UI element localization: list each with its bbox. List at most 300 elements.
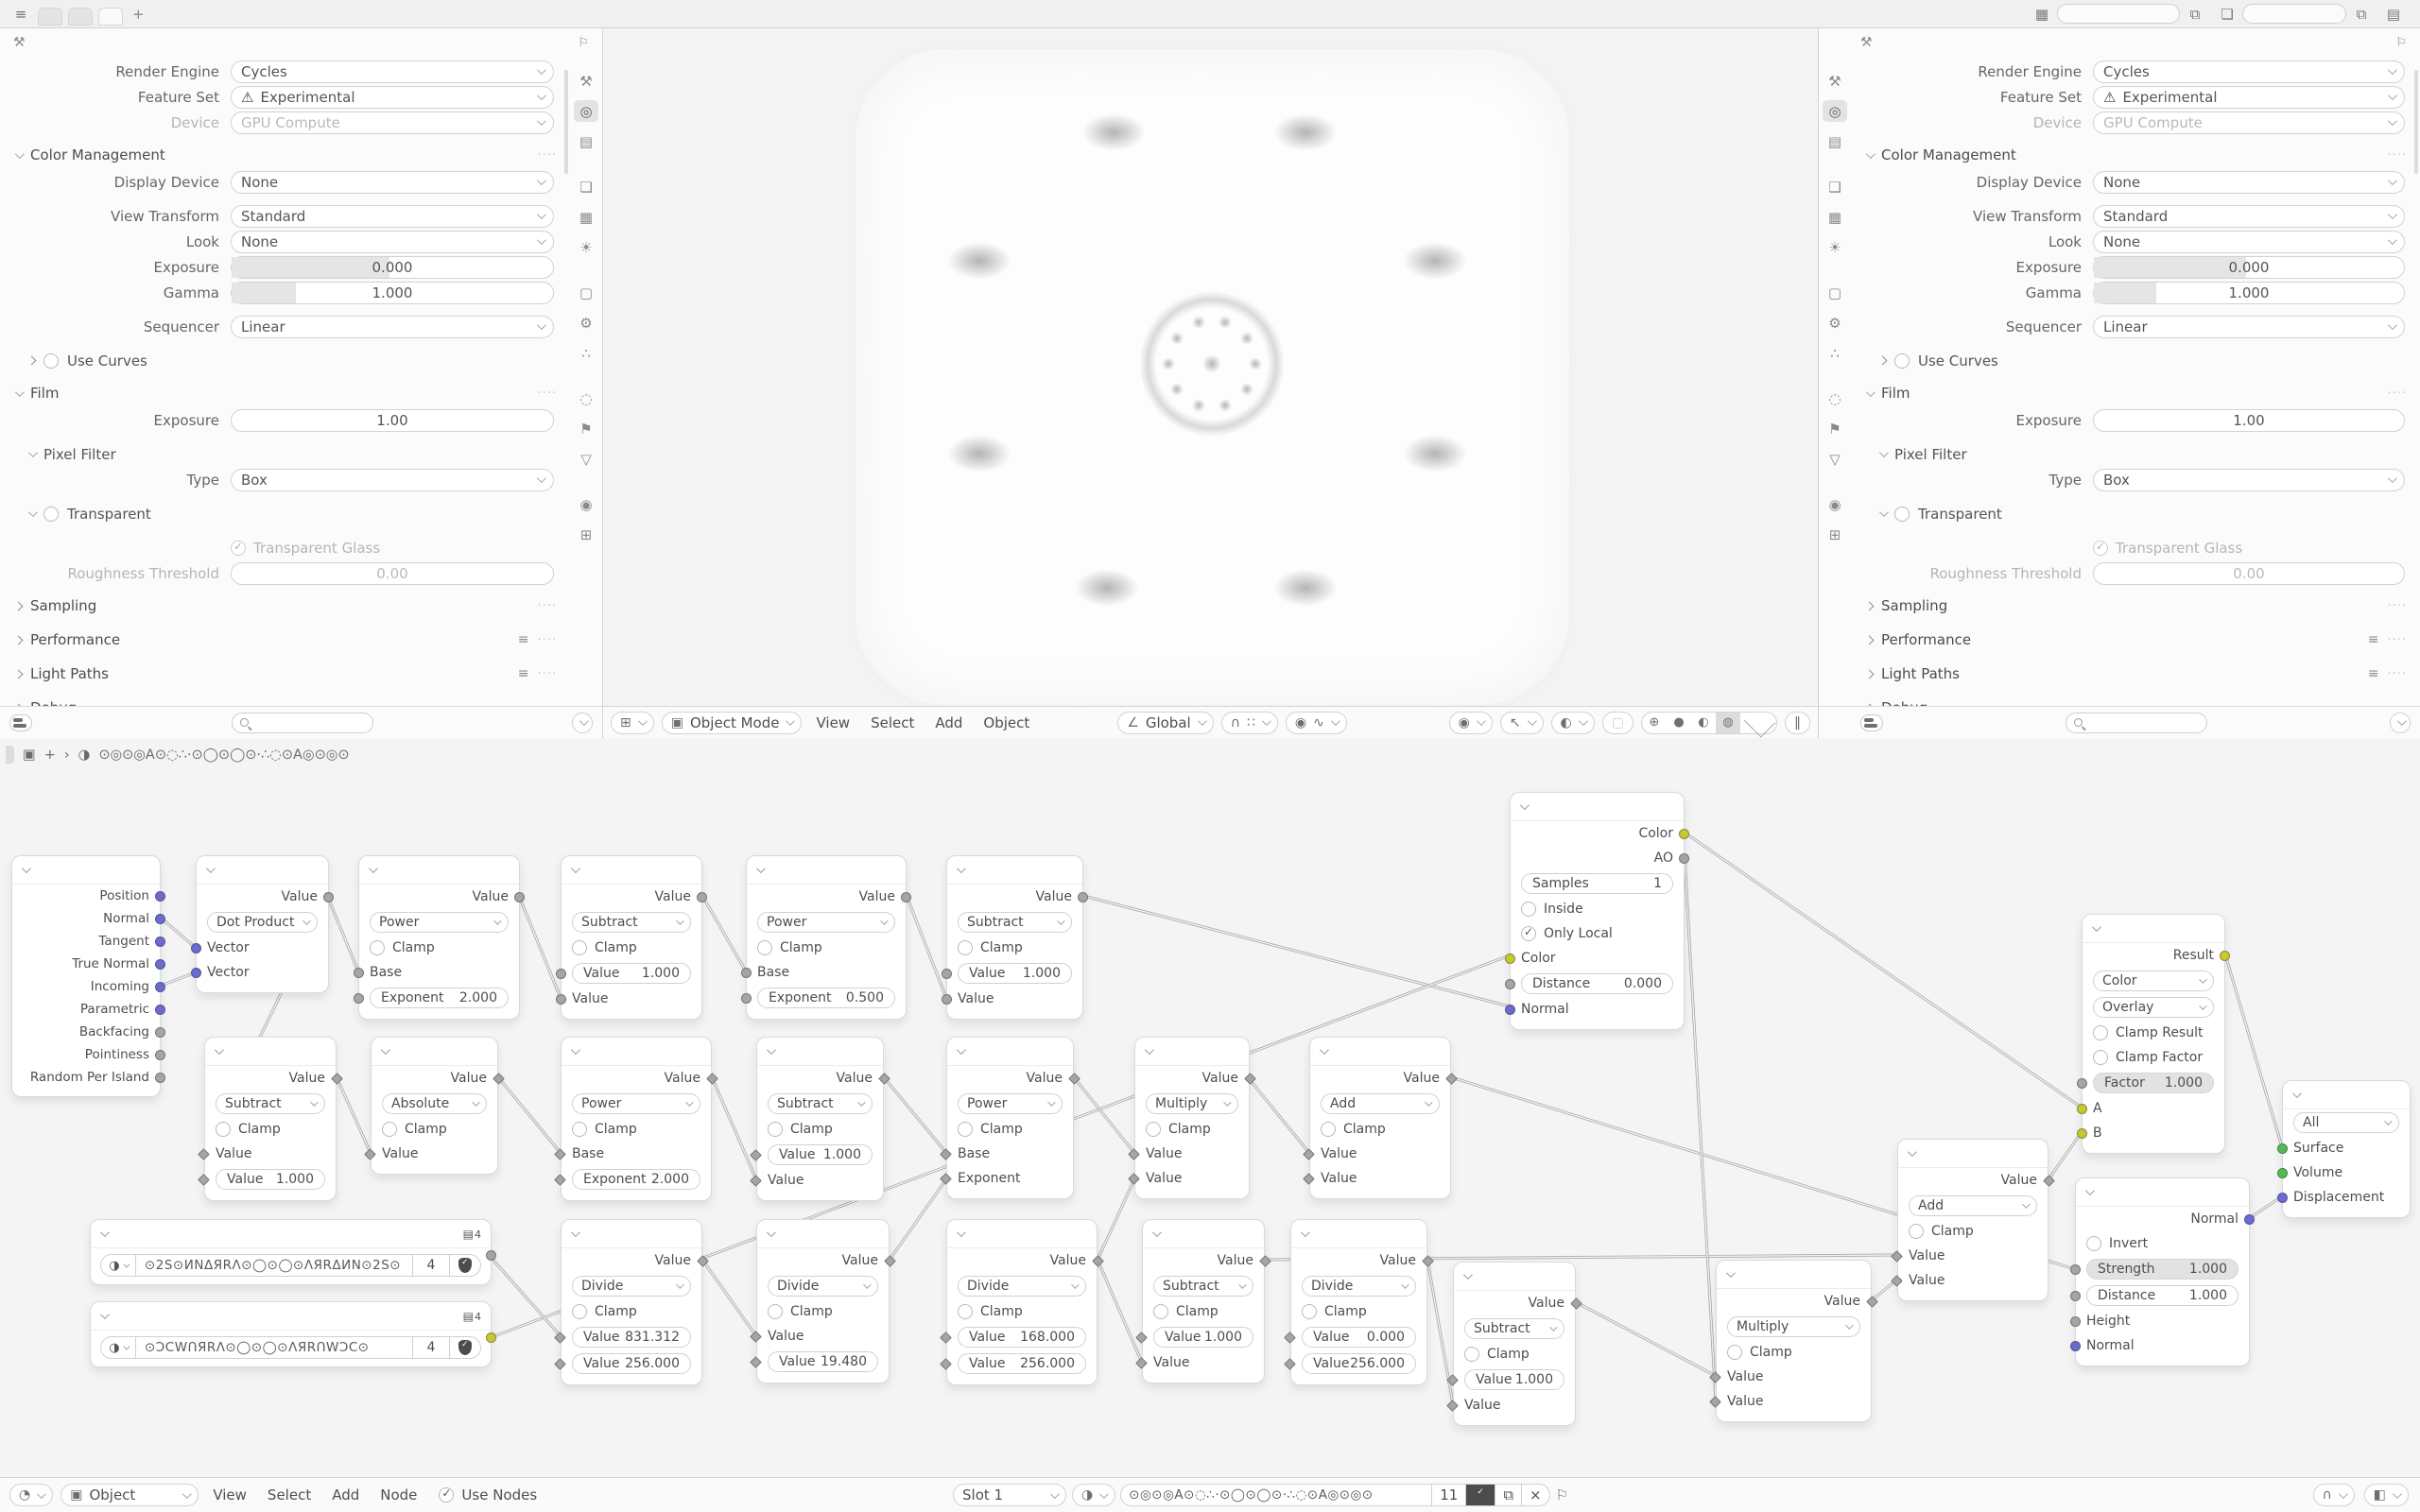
xray-toggle[interactable] (1602, 712, 1634, 734)
output-socket[interactable] (155, 1050, 165, 1060)
collapse-icon[interactable] (1520, 800, 1530, 810)
properties-tab-data[interactable]: ▽ (1829, 450, 1841, 468)
input-socket[interactable] (1505, 954, 1515, 964)
output-socket[interactable] (1570, 1297, 1582, 1310)
collapse-icon[interactable] (1152, 1228, 1162, 1237)
output-socket[interactable] (2244, 1214, 2255, 1225)
workspace-tab-2[interactable] (68, 8, 93, 26)
render-engine-field[interactable]: Cycles (231, 60, 554, 83)
properties-tab-modifiers[interactable]: ⚙ (1828, 314, 1841, 332)
value-field-exponent[interactable]: Exponent 0.500 (757, 988, 895, 1008)
checkbox-clamp[interactable] (216, 1122, 231, 1137)
section-light-paths[interactable]: Light Paths ≡ ···· (1857, 660, 2414, 688)
section-film[interactable]: Film ···· (6, 379, 564, 407)
output-socket[interactable] (155, 936, 165, 947)
operation-dropdown[interactable]: Subtract (1153, 1276, 1253, 1297)
collapse-icon[interactable] (1320, 1045, 1329, 1055)
input-socket[interactable] (750, 1175, 762, 1187)
workspace-tab-3[interactable] (98, 8, 123, 26)
node-group-input[interactable] (11, 855, 161, 1097)
subsection-transparent[interactable]: Transparent (6, 501, 564, 526)
exposure-field[interactable]: 1.00 (231, 409, 554, 432)
value-field-factor[interactable]: Factor 1.000 (2093, 1073, 2214, 1093)
checkbox-clamp[interactable] (1909, 1224, 1924, 1239)
operation-dropdown[interactable]: Add (1909, 1195, 2037, 1216)
input-socket[interactable] (2277, 1193, 2288, 1203)
look-field[interactable]: None (231, 231, 554, 253)
properties-tab-tool[interactable]: ⚒ (1828, 72, 1841, 90)
scene-selector[interactable] (2031, 4, 2206, 24)
view-transform-field[interactable]: Standard (231, 205, 554, 228)
view-layer-selector[interactable] (2216, 4, 2373, 24)
sequencer-field[interactable]: Linear (231, 316, 554, 338)
node-math-subtract-3[interactable] (204, 1037, 337, 1201)
collapse-icon[interactable] (1908, 1147, 1917, 1157)
input-socket[interactable] (2077, 1078, 2087, 1089)
node-math-divide-2[interactable] (756, 1219, 890, 1383)
properties-tab-world[interactable]: ☀ (579, 238, 593, 256)
output-socket[interactable] (1866, 1296, 1878, 1308)
collapse-icon[interactable] (215, 1045, 224, 1055)
checkbox-clamp[interactable] (1321, 1122, 1336, 1137)
collapse-icon[interactable] (100, 1228, 110, 1237)
output-socket[interactable] (155, 1073, 165, 1083)
node-bump[interactable] (2075, 1177, 2250, 1366)
node-math-divide-1[interactable] (561, 1219, 702, 1385)
sequencer-field[interactable]: Linear (2093, 316, 2405, 338)
output-socket[interactable] (486, 1332, 496, 1343)
output-socket[interactable] (2220, 951, 2230, 961)
editor-type-button[interactable] (9, 1484, 53, 1506)
input-socket[interactable] (750, 1356, 762, 1368)
output-socket[interactable] (1679, 853, 1689, 864)
display-device-field[interactable]: None (2093, 171, 2405, 194)
node-math-add-2[interactable] (1897, 1139, 2048, 1301)
input-socket[interactable] (2070, 1291, 2081, 1301)
menu-view[interactable]: View (213, 1486, 247, 1503)
node-math-power-2[interactable] (746, 855, 907, 1020)
node-math-subtract-1[interactable] (561, 855, 702, 1020)
input-socket[interactable] (2277, 1168, 2288, 1178)
value-field-value[interactable]: Value 1.000 (572, 963, 691, 984)
output-socket[interactable] (2043, 1175, 2055, 1187)
datablock-name-field[interactable]: ⊙ƆCWՈЯRΛ⊙◯⊙◯⊙ΛЯRՈWƆC⊙ (135, 1336, 413, 1359)
input-socket[interactable] (1446, 1400, 1459, 1412)
output-socket[interactable] (323, 892, 334, 902)
footer-expand-button[interactable] (2390, 713, 2411, 733)
properties-tab-render[interactable]: ◎ (574, 100, 598, 122)
roughness-threshold-field[interactable]: 0.00 (2093, 562, 2405, 585)
properties-tab-constraints[interactable]: ⚑ (1828, 420, 1841, 438)
checkbox-clamp[interactable] (572, 1304, 587, 1319)
input-socket[interactable] (1709, 1371, 1721, 1383)
operation-dropdown[interactable]: Divide (572, 1276, 691, 1297)
node-image-texture-1[interactable] (90, 1219, 492, 1285)
menu-view[interactable]: View (816, 713, 851, 731)
properties-tab-material[interactable]: ◉ (1828, 495, 1841, 513)
checkbox-clamp[interactable] (1464, 1347, 1479, 1362)
input-socket[interactable] (1505, 979, 1515, 989)
new-scene-icon[interactable]: ⧉ (2189, 5, 2201, 23)
checkbox-clamp-result[interactable] (2093, 1025, 2108, 1040)
checkbox-clamp[interactable] (1153, 1304, 1168, 1319)
new-view-layer-icon[interactable]: ⧉ (2356, 5, 2367, 23)
input-socket[interactable] (554, 1358, 566, 1370)
value-field-value[interactable]: Value 831.312 (572, 1327, 691, 1348)
type-field[interactable]: Box (2093, 469, 2405, 491)
properties-tab-view-layer[interactable]: ❏ (1828, 178, 1841, 196)
checkbox-transparent[interactable] (1894, 507, 1910, 522)
operation-dropdown[interactable]: Overlay (2093, 997, 2214, 1018)
collapse-icon[interactable] (767, 1228, 776, 1237)
collapse-icon[interactable] (2092, 922, 2101, 932)
visibility-dropdown[interactable] (1449, 712, 1493, 734)
checkbox-clamp[interactable] (958, 1304, 973, 1319)
properties-tab-tool[interactable]: ⚒ (579, 72, 593, 90)
section-performance[interactable]: Performance ≡ ···· (1857, 626, 2414, 654)
overlay-node-toggle[interactable] (2364, 1484, 2409, 1506)
preset-list-icon[interactable]: ≡ (2367, 666, 2379, 681)
section-sampling[interactable]: Sampling ···· (1857, 592, 2414, 620)
node-image-texture-2[interactable] (90, 1301, 492, 1367)
value-field-strength[interactable]: Strength 1.000 (2086, 1259, 2238, 1280)
type-field[interactable]: Box (231, 469, 554, 491)
operation-dropdown[interactable]: Dot Product (207, 912, 318, 933)
viewport-canvas[interactable] (603, 28, 1818, 706)
props-breadcrumb-icon[interactable]: ⚒ (1860, 35, 1873, 50)
output-socket[interactable] (155, 959, 165, 970)
properties-tab-scene[interactable]: ▦ (1827, 208, 1842, 226)
fake-user-shield-button[interactable] (449, 1254, 481, 1277)
input-socket[interactable] (554, 1174, 566, 1186)
section-color-management[interactable]: Color Management ···· (1857, 141, 2414, 169)
checkbox-clamp[interactable] (958, 1122, 973, 1137)
render-engine-field[interactable]: Cycles (2093, 60, 2405, 83)
operation-dropdown[interactable]: All (2293, 1112, 2399, 1133)
input-socket[interactable] (1891, 1250, 1903, 1263)
operation-dropdown[interactable]: Subtract (1464, 1318, 1564, 1339)
checkbox-clamp[interactable] (1302, 1304, 1317, 1319)
value-field-value[interactable]: Value 256.000 (572, 1353, 691, 1374)
input-socket[interactable] (1128, 1148, 1140, 1160)
input-socket[interactable] (1303, 1173, 1315, 1185)
material-browse-button[interactable] (1072, 1484, 1115, 1506)
feature-set-field[interactable]: ⚠ Experimental (231, 86, 554, 109)
properties-tab-output[interactable]: ▤ (1827, 132, 1842, 150)
mode-dropdown[interactable] (662, 712, 803, 734)
orientation-dropdown[interactable] (1117, 712, 1213, 734)
input-socket[interactable] (940, 1148, 952, 1160)
properties-tab-texture[interactable]: ⊞ (579, 525, 593, 543)
view-transform-field[interactable]: Standard (2093, 205, 2405, 228)
output-socket[interactable] (155, 891, 165, 902)
input-socket[interactable] (191, 968, 201, 978)
checkbox-clamp[interactable] (1146, 1122, 1161, 1137)
checkbox-clamp[interactable] (382, 1122, 397, 1137)
gizmo-dropdown[interactable] (1500, 712, 1544, 734)
properties-tab-render[interactable]: ◎ (1823, 100, 1847, 122)
operation-dropdown[interactable]: Multiply (1146, 1093, 1238, 1114)
value-field-samples[interactable]: Samples 1 (1521, 873, 1673, 894)
checkbox-transparent-glass[interactable] (2093, 541, 2108, 556)
input-socket[interactable] (2277, 1143, 2288, 1154)
output-socket[interactable] (1068, 1073, 1080, 1085)
checkbox-clamp[interactable] (1727, 1345, 1742, 1360)
props-search-right[interactable] (2066, 713, 2207, 733)
operation-dropdown[interactable]: Subtract (768, 1093, 873, 1114)
operation-dropdown[interactable]: Absolute (382, 1093, 487, 1114)
extras-icon[interactable]: ▤ (2386, 5, 2401, 23)
input-socket[interactable] (1135, 1357, 1148, 1369)
datablock-browse-button[interactable]: ◑ (100, 1254, 136, 1277)
collapse-icon[interactable] (957, 1228, 966, 1237)
collapse-icon[interactable] (571, 1045, 580, 1055)
properties-tab-physics[interactable]: ◌ (1828, 389, 1841, 407)
device-field[interactable]: GPU Compute (2093, 112, 2405, 134)
material-users-count[interactable]: 11 (1431, 1484, 1466, 1506)
pin-icon[interactable]: ⚐ (578, 35, 589, 50)
shading-mode-switch[interactable] (1641, 712, 1777, 734)
add-workspace-icon[interactable]: + (132, 5, 145, 23)
value-field-value[interactable]: Value 1.000 (1464, 1369, 1564, 1390)
device-field[interactable]: GPU Compute (231, 112, 554, 134)
input-socket[interactable] (2077, 1104, 2087, 1114)
menu-object[interactable]: Object (983, 713, 1030, 731)
collapse-icon[interactable] (571, 864, 580, 873)
preset-list-icon[interactable]: ≡ (2367, 632, 2379, 647)
checkbox-transparent-glass[interactable] (231, 541, 246, 556)
search-input[interactable] (254, 714, 349, 730)
node-ambient-occlusion[interactable] (1510, 792, 1685, 1030)
search-input[interactable] (2088, 714, 2183, 730)
checkbox-transparent[interactable] (43, 507, 59, 522)
input-socket[interactable] (940, 1358, 952, 1370)
input-socket[interactable] (741, 993, 752, 1004)
section-performance[interactable]: Performance ≡ ···· (6, 626, 564, 654)
properties-tab-view-layer[interactable]: ❏ (579, 178, 593, 196)
collapse-icon[interactable] (2085, 1186, 2095, 1195)
output-socket[interactable] (1244, 1073, 1256, 1085)
node-math-add-1[interactable] (1309, 1037, 1451, 1199)
node-math-power-4[interactable] (946, 1037, 1074, 1199)
operation-dropdown[interactable]: Power (958, 1093, 1063, 1114)
menu-add[interactable]: Add (332, 1486, 360, 1503)
checkbox-clamp[interactable] (572, 940, 587, 955)
properties-tab-object[interactable]: ▢ (1827, 284, 1842, 301)
input-socket[interactable] (1505, 1005, 1515, 1015)
checkbox-clamp[interactable] (768, 1304, 783, 1319)
collapse-icon[interactable] (957, 864, 966, 873)
checkbox-clamp[interactable] (572, 1122, 587, 1137)
node-math-subtract-4[interactable] (756, 1037, 884, 1201)
input-socket[interactable] (741, 968, 752, 978)
collapse-icon[interactable] (571, 1228, 580, 1237)
collapse-icon[interactable] (206, 864, 216, 873)
input-socket[interactable] (942, 994, 952, 1005)
properties-tab-constraints[interactable]: ⚑ (579, 420, 593, 438)
properties-tab-particles[interactable]: ∴ (1830, 344, 1840, 362)
viewport-3d[interactable] (603, 28, 1818, 738)
value-field-exponent[interactable]: Exponent 2.000 (572, 1169, 700, 1190)
input-socket[interactable] (198, 1148, 210, 1160)
unlink-material-button[interactable] (1521, 1484, 1550, 1506)
output-socket[interactable] (486, 1250, 496, 1261)
value-field-value[interactable]: Value 168.000 (958, 1327, 1086, 1348)
feature-set-field[interactable]: ⚠ Experimental (2093, 86, 2405, 109)
input-socket[interactable] (940, 1173, 952, 1185)
material-slot-dropdown[interactable] (953, 1484, 1066, 1506)
value-field-value[interactable]: Value 1.000 (768, 1144, 873, 1165)
exposure-field[interactable]: 1.00 (2093, 409, 2405, 432)
output-socket[interactable] (901, 892, 911, 902)
checkbox-inside[interactable] (1521, 902, 1536, 917)
input-socket[interactable] (554, 1148, 566, 1160)
section-color-management[interactable]: Color Management ···· (6, 141, 564, 169)
checkbox-clamp[interactable] (958, 940, 973, 955)
subsection-use-curves[interactable]: Use Curves (6, 348, 564, 373)
pin-icon[interactable]: ⚐ (2395, 35, 2407, 50)
subsection-use-curves[interactable]: Use Curves (1857, 348, 2414, 373)
collapse-icon[interactable] (100, 1310, 110, 1319)
menu-node[interactable]: Node (380, 1486, 418, 1503)
output-socket[interactable] (155, 914, 165, 924)
input-socket[interactable] (750, 1331, 762, 1343)
output-socket[interactable] (1259, 1255, 1271, 1267)
operation-dropdown[interactable]: Add (1321, 1093, 1440, 1114)
output-socket[interactable] (1092, 1255, 1104, 1267)
input-socket[interactable] (354, 968, 364, 978)
output-socket[interactable] (706, 1073, 718, 1085)
output-socket[interactable] (1445, 1073, 1458, 1085)
input-socket[interactable] (2070, 1341, 2081, 1351)
input-socket[interactable] (1284, 1332, 1296, 1344)
datablock-name-field[interactable]: ⊙2S⊙ИNΔЯRΛ⊙◯⊙◯⊙ΛЯRΔИN⊙2S⊙ (135, 1254, 413, 1277)
properties-tab-scene[interactable]: ▦ (579, 208, 594, 226)
value-field-value[interactable]: Value 1.000 (958, 963, 1072, 984)
collapse-icon[interactable] (756, 864, 766, 873)
input-socket[interactable] (1284, 1358, 1296, 1370)
operation-dropdown[interactable]: Subtract (958, 912, 1072, 933)
filter-toggle-icon[interactable] (1860, 714, 1883, 731)
checkbox-invert[interactable] (2086, 1236, 2101, 1251)
checkbox-clamp-factor[interactable] (2093, 1050, 2108, 1065)
output-socket[interactable] (155, 982, 165, 992)
node-math-absolute[interactable] (371, 1037, 498, 1175)
input-socket[interactable] (191, 943, 201, 954)
checkbox-clamp[interactable] (757, 940, 772, 955)
collapse-icon[interactable] (2292, 1089, 2302, 1098)
value-field-value[interactable]: Value 256.000 (958, 1353, 1086, 1374)
properties-tab-output[interactable]: ▤ (579, 132, 594, 150)
input-socket[interactable] (556, 969, 566, 979)
output-socket[interactable] (878, 1073, 890, 1085)
props-breadcrumb-icon[interactable]: ⚒ (13, 35, 26, 50)
users-count[interactable]: 4 (412, 1254, 450, 1277)
look-field[interactable]: None (2093, 231, 2405, 253)
output-socket[interactable] (697, 892, 707, 902)
properties-tab-modifiers[interactable]: ⚙ (579, 314, 593, 332)
shader-node-editor[interactable] (0, 738, 2420, 1512)
value-field-distance[interactable]: Distance 0.000 (1521, 973, 1673, 994)
input-socket[interactable] (2070, 1316, 2081, 1327)
input-socket[interactable] (750, 1149, 762, 1161)
collapse-icon[interactable] (957, 1045, 966, 1055)
value-field-value[interactable]: Value 0.000 (1302, 1327, 1416, 1348)
output-socket[interactable] (155, 1005, 165, 1015)
node-math-multiply-2[interactable] (1716, 1260, 1872, 1422)
section-film[interactable]: Film ···· (1857, 379, 2414, 407)
fake-user-shield-button[interactable] (1465, 1484, 1495, 1506)
value-field-value[interactable]: Value 1.000 (1153, 1327, 1253, 1348)
operation-dropdown[interactable]: Power (572, 1093, 700, 1114)
value-field-value[interactable]: Value 19.480 (768, 1351, 878, 1372)
operation-dropdown[interactable]: Power (370, 912, 509, 933)
collapse-icon[interactable] (369, 864, 378, 873)
input-socket[interactable] (364, 1148, 376, 1160)
operation-dropdown[interactable]: Subtract (216, 1093, 325, 1114)
value-field-value[interactable]: Value 256.000 (1302, 1353, 1416, 1374)
node-mix-color[interactable] (2082, 914, 2225, 1154)
operation-dropdown[interactable]: Subtract (572, 912, 691, 933)
properties-tab-material[interactable]: ◉ (579, 495, 593, 513)
checkbox-only-local[interactable] (1521, 926, 1536, 941)
output-socket[interactable] (1422, 1255, 1434, 1267)
checkbox-clamp[interactable] (768, 1122, 783, 1137)
pin-icon[interactable]: ⚐ (1555, 1486, 1569, 1503)
output-socket[interactable] (493, 1073, 505, 1085)
gamma-field[interactable]: 1.000 (2093, 282, 2405, 304)
operation-dropdown[interactable]: Power (757, 912, 895, 933)
node-math-subtract-6[interactable] (1453, 1262, 1576, 1426)
node-math-power-3[interactable] (561, 1037, 712, 1201)
display-device-field[interactable]: None (231, 171, 554, 194)
node-math-divide-3[interactable] (946, 1219, 1098, 1385)
node-math-subtract-5[interactable] (1142, 1219, 1265, 1383)
subsection-pixel-filter[interactable]: Pixel Filter (6, 441, 564, 467)
output-socket[interactable] (1679, 829, 1689, 839)
menu-select[interactable]: Select (267, 1486, 312, 1503)
properties-tab-object[interactable]: ▢ (579, 284, 594, 301)
scrollbar[interactable] (564, 70, 568, 174)
input-socket[interactable] (1135, 1332, 1148, 1344)
operation-dropdown[interactable]: Multiply (1727, 1316, 1860, 1337)
input-socket[interactable] (554, 1332, 566, 1344)
props-search-left[interactable] (232, 713, 373, 733)
node-math-divide-4[interactable] (1290, 1219, 1427, 1385)
operation-dropdown[interactable]: Divide (768, 1276, 878, 1297)
input-socket[interactable] (354, 993, 364, 1004)
overlays-dropdown[interactable] (1551, 712, 1595, 734)
pause-render-button[interactable] (1785, 712, 1810, 734)
input-socket[interactable] (1891, 1275, 1903, 1287)
datablock-browse-button[interactable]: ◑ (100, 1336, 136, 1359)
use-nodes-checkbox[interactable] (439, 1487, 454, 1503)
collapse-icon[interactable] (1726, 1268, 1736, 1278)
collapse-icon[interactable] (767, 1045, 776, 1055)
workspace-tab-1[interactable] (38, 8, 62, 26)
value-field-distance[interactable]: Distance 1.000 (2086, 1285, 2238, 1306)
gamma-field[interactable]: 1.000 (231, 282, 554, 304)
properties-tab-world[interactable]: ☀ (1828, 238, 1841, 256)
value-field-exponent[interactable]: Exponent 2.000 (370, 988, 509, 1008)
collapse-icon[interactable] (1463, 1270, 1473, 1280)
snap-node-toggle[interactable] (2313, 1484, 2355, 1506)
output-socket[interactable] (884, 1255, 896, 1267)
input-socket[interactable] (940, 1332, 952, 1344)
node-material-output[interactable] (2282, 1080, 2411, 1218)
input-socket[interactable] (1303, 1148, 1315, 1160)
shader-type-dropdown[interactable] (60, 1484, 199, 1506)
